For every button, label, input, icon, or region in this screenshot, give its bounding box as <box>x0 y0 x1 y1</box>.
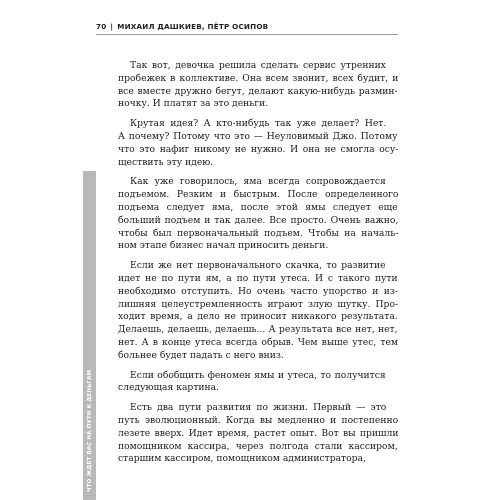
text-line: больнее будет падать с него вниз. <box>118 349 284 361</box>
body-text <box>118 60 398 473</box>
text-line: Делаешь, делаешь, делаешь... А результата все нет, нет, <box>118 324 398 336</box>
paragraph <box>118 60 398 111</box>
text-line: все вместе дружно бегут, делают какую-нибудь размин- <box>118 85 398 97</box>
text-line: лезете вверх. Идет время, растет опыт. Вот вы пришли <box>118 427 399 439</box>
paragraph <box>118 176 398 253</box>
text-line: необходимо отступить. Но очень часто упорство и из- <box>118 285 398 297</box>
text-line: Если же нет первоначального скачка, то развитие <box>130 260 386 272</box>
text-line: помощником кассира, через полгода стали кассиром, <box>118 440 398 452</box>
text-line: нет. А в конце утеса всегда обрыв. Чем выше утес, тем <box>118 336 399 348</box>
text-line: ходит время, а дело не приносит никакого результата. <box>118 311 398 323</box>
text-line: подъемом. Резким и быстрым. После определенного <box>118 189 399 201</box>
chapter-side-title: ЧТО ЖДЕТ ВАС НА ПУТИ К ДЕНЬГАМ <box>87 369 93 492</box>
text-line: больший подъем и так далее. Все просто. Очень важно, <box>118 214 399 226</box>
text-line: лишняя целеустремленность играют злую шутку. Про- <box>118 298 399 310</box>
text-line: чтобы был первоначальный подъем. Чтобы на началь- <box>118 227 399 239</box>
text-line: что это нафиг никому не нужно. И она не смогла осу- <box>118 143 399 155</box>
paragraph <box>118 118 398 169</box>
text-line: идет не по пути ям, а по пути утеса. И с такого пути <box>118 272 398 284</box>
text-line: Если обобщить феномен ямы и утеса, то получится <box>130 369 386 381</box>
text-line: путь эволюционный. Когда вы медленно и постепенно <box>118 414 399 426</box>
text-line: Есть два пути развития по жизни. Первый — это <box>130 402 387 414</box>
header-separator: | <box>110 22 114 31</box>
text-line: пробежек в коллективе. Она всем звонит, всех будит, и <box>118 72 399 84</box>
header-authors: МИХАИЛ ДАШКИЕВ, ПЁТР ОСИПОВ <box>117 22 269 31</box>
text-line: старшим кассиром, помощником администратора, <box>118 453 366 465</box>
text-line: ном этапе бизнес начал приносить деньги. <box>118 240 329 252</box>
paragraph <box>118 402 398 466</box>
running-header <box>96 22 396 31</box>
text-line: ночку. И платят за это деньги. <box>118 98 269 110</box>
text-line: следующая картина. <box>118 382 220 394</box>
text-line: Так вот, девочка решила сделать сервис утренних <box>130 60 386 71</box>
text-line: подъема следует яма, после этой ямы следует еще <box>118 201 398 213</box>
text-line: А почему? Потому что это — Неуловимый Джо. Потому <box>118 130 398 142</box>
text-line: Как уже говорилось, яма всегда сопровождается <box>130 176 386 188</box>
text-line: Крутая идея? А кто-нибудь так уже делает? Нет. <box>130 118 387 130</box>
page-number: 70 <box>96 22 107 31</box>
paragraph <box>118 260 398 362</box>
header-rule <box>96 34 398 35</box>
text-line: ществить эту идею. <box>118 156 214 168</box>
paragraph <box>118 370 398 396</box>
